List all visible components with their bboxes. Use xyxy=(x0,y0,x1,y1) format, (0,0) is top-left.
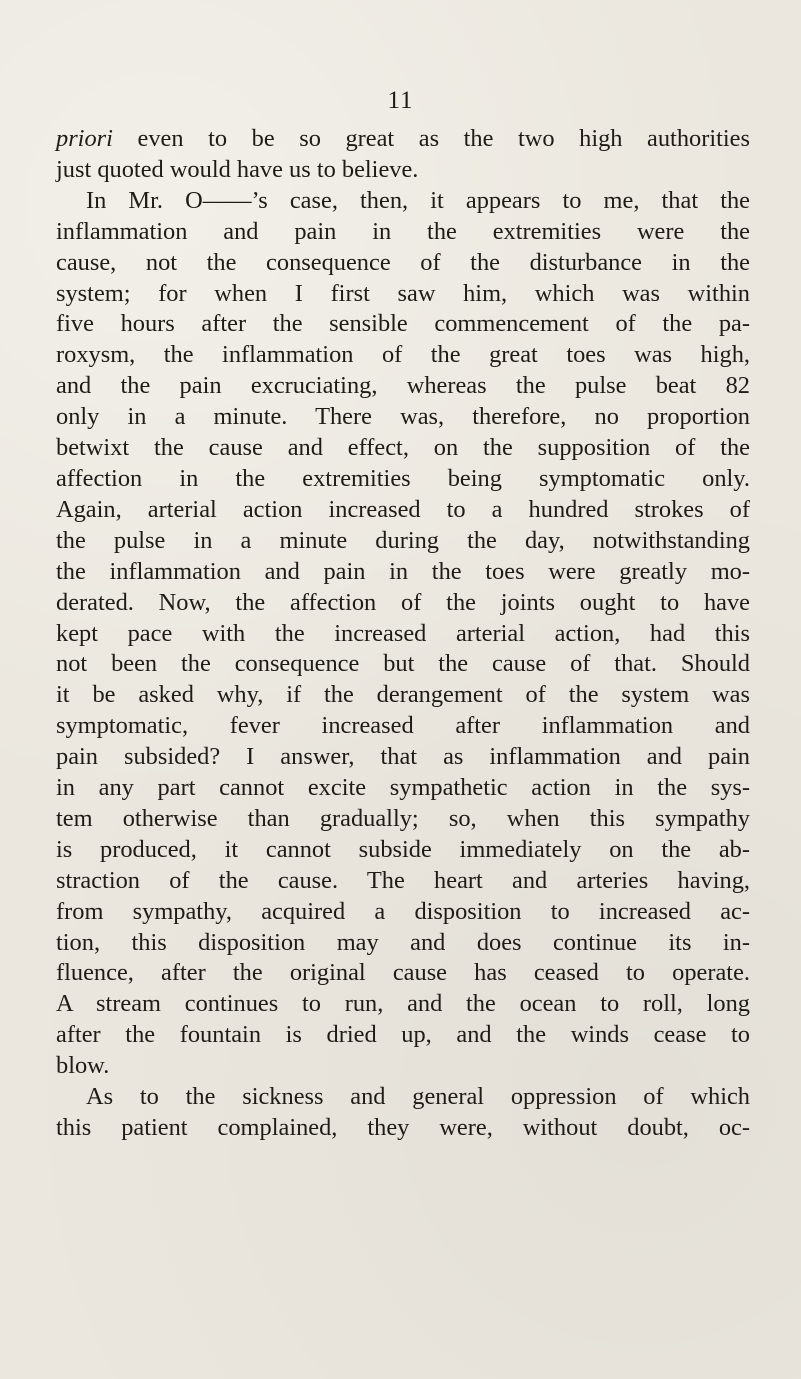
text-line-18: not been the consequence but the cause of that. Should xyxy=(56,650,750,678)
text-line-2: just quoted would have us to believe. xyxy=(56,155,419,183)
text-line-31: blow. xyxy=(56,1052,110,1080)
text-line-25: straction of the cause. The heart and arteries having, xyxy=(56,866,750,894)
text-line-1: priori even to be so great as the two high authorities xyxy=(56,125,750,152)
text-line-16: derated. Now, the affection of the joints ought to have xyxy=(56,588,750,616)
text-line-14: the pulse in a minute during the day, notwithstanding xyxy=(56,526,750,554)
text-line-26: from sympathy, acquired a disposition to increased ac- xyxy=(56,897,750,925)
text-line-6: system; for when I first saw him, which was within xyxy=(56,279,750,307)
text-line-11: betwixt the cause and effect, on the supposition of the xyxy=(56,434,750,462)
text-line-10: only in a minute. There was, therefore, no proportion xyxy=(56,403,750,431)
text-line-32: As to the sickness and general oppression of which xyxy=(86,1083,750,1111)
text-line-12: affection in the extremities being symptomatic only. xyxy=(56,464,750,492)
text-line-17: kept pace with the increased arterial action, had this xyxy=(56,619,750,647)
text-line-4: inflammation and pain in the extremities were the xyxy=(56,217,750,245)
text-line-9: and the pain excruciating, whereas the pulse beat 82 xyxy=(56,372,750,400)
text-line-15: the inflammation and pain in the toes were greatly mo- xyxy=(56,557,750,585)
text-line-19: it be asked why, if the derangement of the system was xyxy=(56,681,750,709)
italic-word-priori: priori xyxy=(56,125,113,152)
text-line-30: after the fountain is dried up, and the winds cease to xyxy=(56,1021,750,1049)
text-line-22: in any part cannot excite sympathetic action in the sys- xyxy=(56,774,750,802)
text-line-23: tem otherwise than gradually; so, when this sympathy xyxy=(56,804,750,832)
text-line-24: is produced, it cannot subside immediately on the ab- xyxy=(56,835,750,863)
text-line-28: fluence, after the original cause has ceased to operate. xyxy=(56,959,750,987)
text-line-8: roxysm, the inflammation of the great toes was high, xyxy=(56,341,750,369)
text-line-20: symptomatic, fever increased after inflammation and xyxy=(56,712,750,740)
text-line-7: five hours after the sensible commencement of the pa- xyxy=(56,310,750,338)
body-text xyxy=(56,124,750,1144)
page-number: 11 xyxy=(387,87,414,114)
text-line-21: pain subsided? I answer, that as inflammation and pain xyxy=(56,743,750,771)
text-line-13: Again, arterial action increased to a hundred strokes of xyxy=(56,495,750,523)
text-line-29: A stream continues to run, and the ocean to roll, long xyxy=(56,990,750,1018)
text-line-5: cause, not the consequence of the disturbance in the xyxy=(56,248,750,276)
text-line-27: tion, this disposition may and does continue its in- xyxy=(56,928,750,956)
text-line-33: this patient complained, they were, without doubt, oc- xyxy=(56,1114,750,1141)
text-line-3: In Mr. O——’s case, then, it appears to me, that the xyxy=(86,186,750,214)
